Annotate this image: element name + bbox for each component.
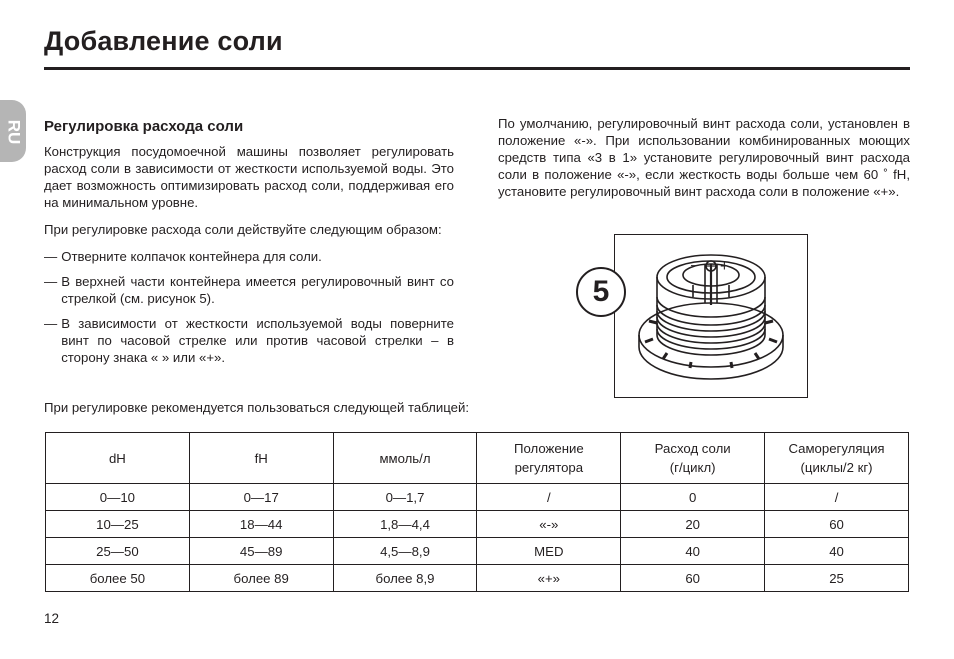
title-divider <box>44 67 910 70</box>
table-header-cell <box>46 433 190 484</box>
left-column <box>44 118 454 374</box>
right-column <box>498 115 910 210</box>
list-dash: — <box>44 274 58 289</box>
header-line: dH <box>108 450 126 466</box>
dial-minus-label: – <box>691 257 699 272</box>
table-header-cell <box>477 433 621 484</box>
language-tab <box>0 100 26 162</box>
step-item <box>44 315 454 366</box>
table-intro: При регулировке рекомендуется пользоваться следующей таблицей: <box>44 400 469 415</box>
page-title: Добавление соли <box>44 26 283 56</box>
table-cell: 1,8—4,4 <box>333 511 477 538</box>
table-cell: 25—50 <box>46 538 190 565</box>
table-cell: MED <box>477 538 621 565</box>
table-row <box>46 484 909 511</box>
table-cell: более 89 <box>189 565 333 592</box>
table-cell: «-» <box>477 511 621 538</box>
header-line: Положение <box>513 441 584 456</box>
table-row <box>46 511 909 538</box>
header-line: ммоль/л <box>379 450 431 466</box>
table-header-cell <box>621 433 765 484</box>
table-cell: 45—89 <box>189 538 333 565</box>
header-line: Саморегуляция <box>788 441 885 456</box>
step-text: Отверните колпачок контейнера для соли. <box>61 249 322 264</box>
salt-container-illustration <box>615 235 806 396</box>
section-heading: Регулировка расхода соли <box>44 118 244 135</box>
table-cell: более 8,9 <box>333 565 477 592</box>
language-tab-label: RU <box>4 119 24 145</box>
step-text: В верхней части контейнера имеется регулировочный винт со стрелкой (см. рисунок 5). <box>61 274 454 306</box>
header-line: Расход соли <box>654 441 731 456</box>
default-setting-paragraph: По умолчанию, регулировочный винт расхода соли, установлен в положение «-». При использовании комбинированных моющих средств типа «3 в 1» установите регулировочный винт расхода соли в положение «-», если жесткость воды больше чем 60 ˚ fH, установите регулировочный винт расхода соли в положение «+». <box>498 116 910 199</box>
table-header-cell <box>765 433 909 484</box>
page-number: 12 <box>44 611 60 626</box>
figure-number-badge: 5 <box>576 267 626 317</box>
step-item <box>44 273 454 307</box>
list-dash: — <box>44 249 58 264</box>
table-cell: более 50 <box>46 565 190 592</box>
table-cell: 0—10 <box>46 484 190 511</box>
table-cell: 40 <box>621 538 765 565</box>
table-row <box>46 565 909 592</box>
figure-salt-dial <box>614 234 808 398</box>
table-header-row <box>46 433 909 484</box>
table-cell: 10—25 <box>46 511 190 538</box>
table-cell: / <box>765 484 909 511</box>
table-header-cell <box>333 433 477 484</box>
dial-plus-label: + <box>720 258 729 275</box>
step-text: В зависимости от жесткости используемой воды поверните винт по часовой стрелке или против часовой стрелки – в сторону знака « » или «+». <box>61 316 454 365</box>
intro-paragraph: Конструкция посудомоечной машины позволяет регулировать расход соли в зависимости от жесткости используемой воды. Это дает возможность оптимизировать расход соли, поддерживая его на минимальном уровне. <box>44 144 454 210</box>
table-cell: 0 <box>621 484 765 511</box>
table-cell: 0—17 <box>189 484 333 511</box>
header-line: (циклы/2 кг) <box>800 460 873 475</box>
header-line: fH <box>254 450 268 466</box>
table-cell: 20 <box>621 511 765 538</box>
table-cell: 40 <box>765 538 909 565</box>
instructions-paragraph: При регулировке расхода соли действуйте следующим образом: <box>44 222 442 237</box>
table-cell: 60 <box>621 565 765 592</box>
step-item <box>44 248 454 265</box>
table-cell: / <box>477 484 621 511</box>
header-line: регулятора <box>514 460 584 475</box>
table-cell: 60 <box>765 511 909 538</box>
table-cell: 18—44 <box>189 511 333 538</box>
list-dash: — <box>44 316 58 331</box>
table-cell: 25 <box>765 565 909 592</box>
salt-settings-table <box>45 432 909 592</box>
table-cell: «+» <box>477 565 621 592</box>
header-line: (г/цикл) <box>669 460 716 475</box>
table-cell: 0—1,7 <box>333 484 477 511</box>
table-row <box>46 538 909 565</box>
table-header-cell <box>189 433 333 484</box>
table-cell: 4,5—8,9 <box>333 538 477 565</box>
